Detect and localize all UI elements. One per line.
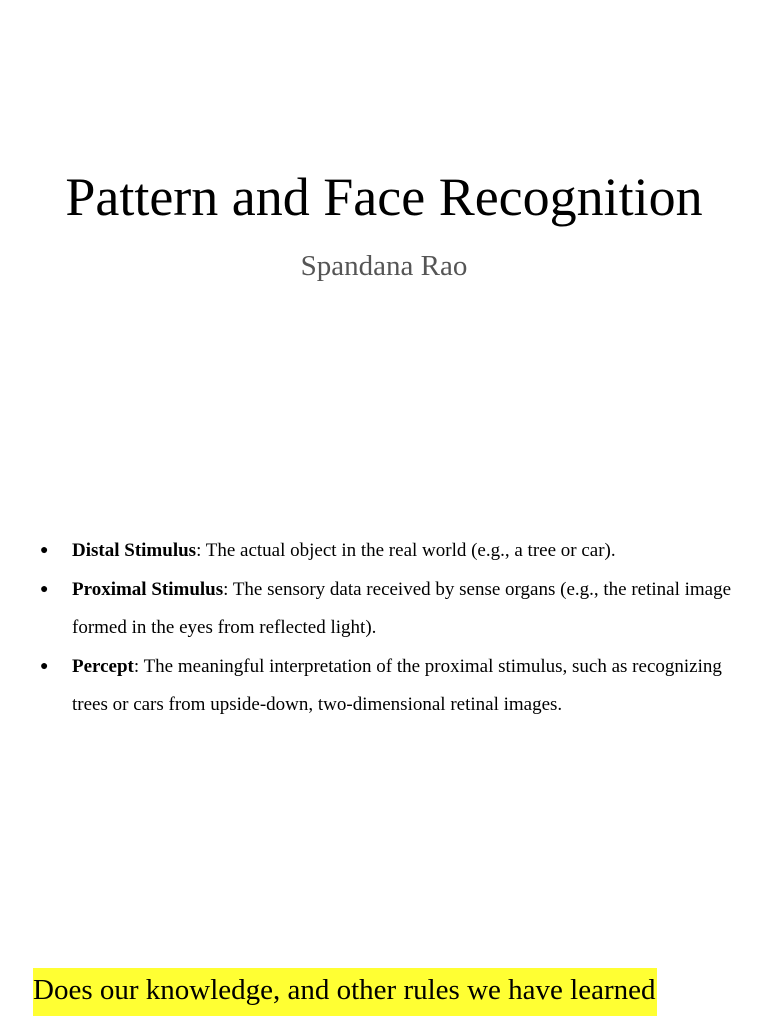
definition-term: Proximal Stimulus: [72, 578, 224, 600]
bullet-icon: ●: [40, 658, 49, 674]
page-title: Pattern and Face Recognition: [65, 167, 703, 227]
definition-list: [40, 532, 740, 725]
definition-text: : The sensory data received by sense organs (e.g., the retinal image formed in the eyes from reflected light).: [72, 578, 732, 638]
definition-term: Percept: [72, 655, 134, 677]
highlighted-question: Does our knowledge, and other rules we have learned: [33, 968, 657, 1016]
list-item: [40, 532, 740, 571]
bullet-icon: ●: [40, 543, 49, 558]
list-item: [40, 648, 740, 725]
author-name: Spandana Rao: [300, 250, 468, 282]
list-item: [40, 571, 740, 648]
definition-text: : The actual object in the real world (e.g., a tree or car).: [196, 540, 616, 561]
bullet-icon: ●: [40, 581, 49, 597]
definition-term: Distal Stimulus: [72, 540, 197, 561]
definition-text: : The meaningful interpretation of the proximal stimulus, such as recognizing trees or cars from upside-down, two-dimensional retinal images.: [72, 655, 722, 715]
